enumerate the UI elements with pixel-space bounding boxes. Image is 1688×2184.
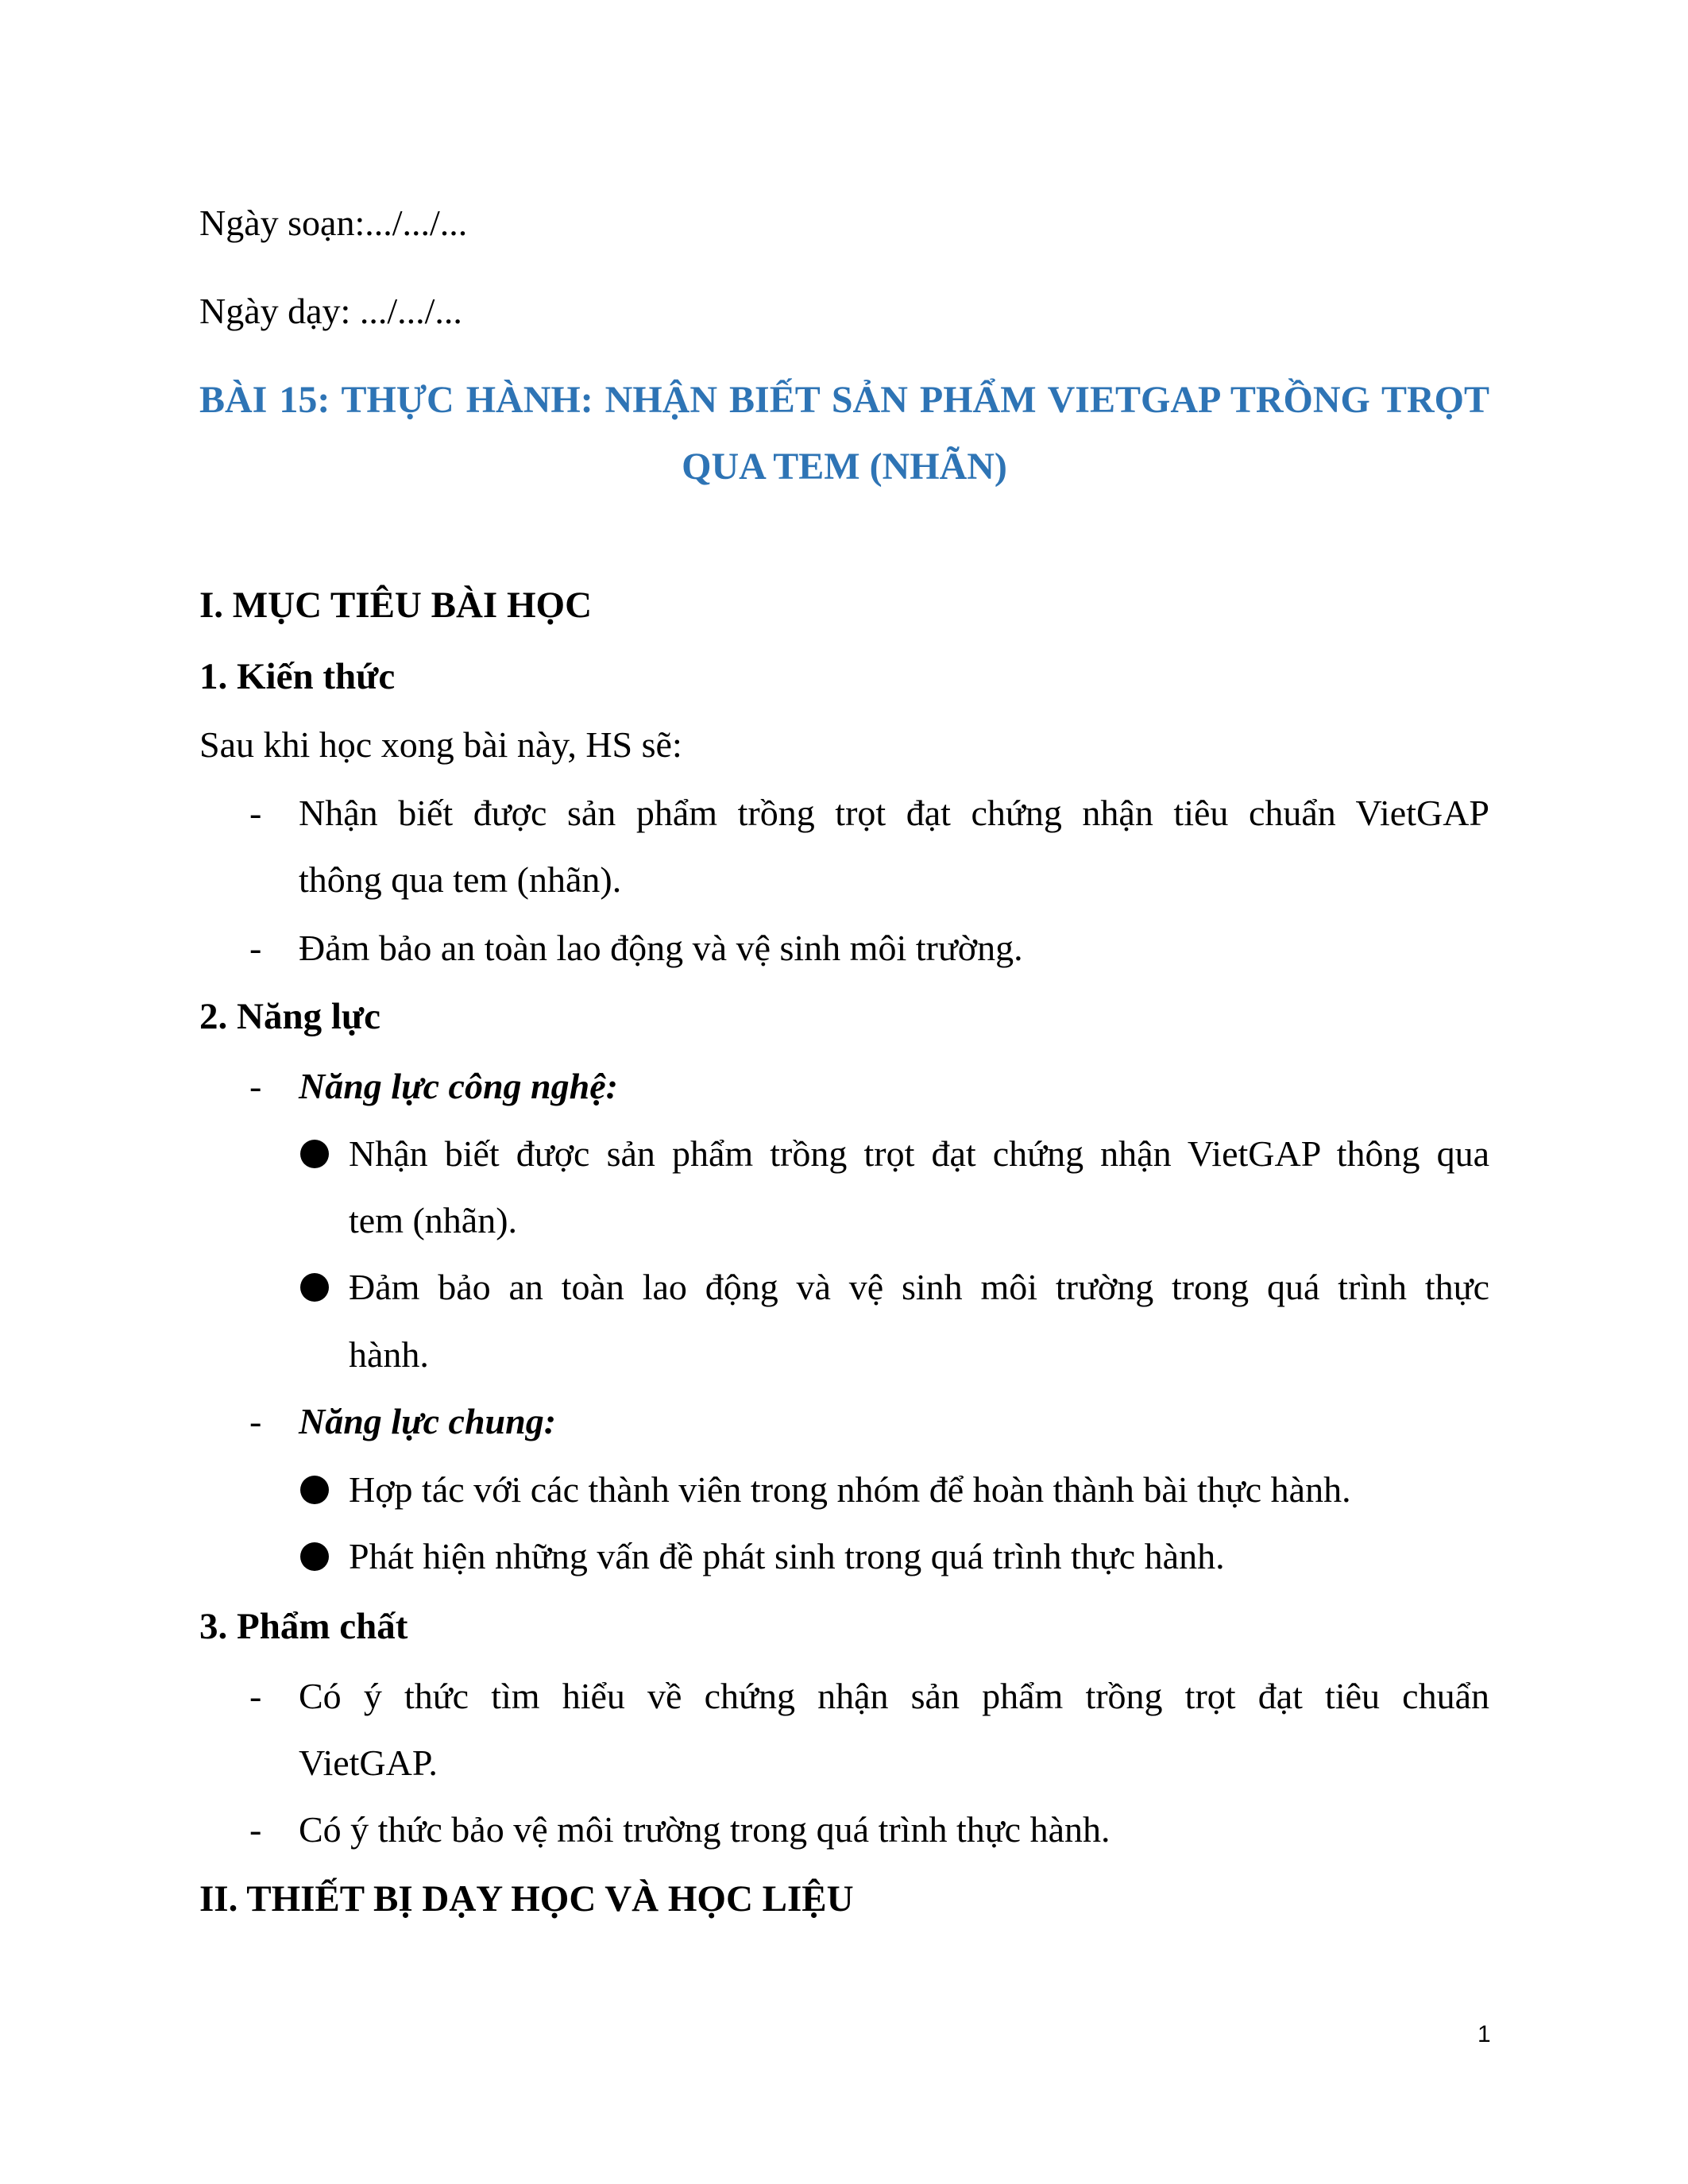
tech-item-1: Nhận biết được sản phẩm trồng trọt đạt chứng nhận VietGAP thông qua bbox=[349, 1133, 1489, 1174]
dash-bullet: - bbox=[249, 1401, 262, 1441]
lesson-title-line2: QUA TEM (NHÃN) bbox=[682, 446, 1007, 488]
knowledge-item-1-cont: thông qua tem (nhãn). bbox=[299, 859, 622, 900]
section-heading-objectives: I. MỤC TIÊU BÀI HỌC bbox=[199, 585, 593, 626]
bullet-icon bbox=[300, 1140, 329, 1168]
knowledge-intro: Sau khi học xong bài này, HS sẽ: bbox=[199, 724, 682, 765]
general-item-1: Hợp tác với các thành viên trong nhóm để hoàn thành bài thực hành. bbox=[349, 1469, 1351, 1510]
qualities-item-2: Có ý thức bảo vệ môi trường trong quá trình thực hành. bbox=[299, 1809, 1111, 1850]
lesson-title-line1: BÀI 15: THỰC HÀNH: NHẬN BIẾT SẢN PHẨM VIETGAP TRỒNG TRỌT bbox=[199, 379, 1489, 421]
qualities-item-1: Có ý thức tìm hiểu về chứng nhận sản phẩm trồng trọt đạt tiêu chuẩn bbox=[299, 1676, 1489, 1716]
bullet-icon bbox=[300, 1542, 329, 1571]
date-prepared: Ngày soạn:.../.../... bbox=[199, 203, 468, 243]
subheading-knowledge: 1. Kiến thức bbox=[199, 656, 396, 697]
knowledge-item-2: Đảm bảo an toàn lao động và vệ sinh môi trường. bbox=[299, 928, 1023, 968]
tech-item-1-cont: tem (nhãn). bbox=[349, 1200, 518, 1241]
tech-item-2-cont: hành. bbox=[349, 1334, 429, 1375]
date-taught: Ngày dạy: .../.../... bbox=[199, 291, 462, 331]
page-number: 1 bbox=[1477, 2021, 1491, 2047]
dash-bullet: - bbox=[249, 1066, 262, 1106]
dash-bullet: - bbox=[249, 1676, 262, 1716]
general-competency-label: Năng lực chung: bbox=[299, 1401, 557, 1441]
knowledge-item-1: Nhận biết được sản phẩm trồng trọt đạt chứng nhận tiêu chuẩn VietGAP bbox=[299, 793, 1489, 833]
dash-bullet: - bbox=[249, 928, 262, 968]
general-item-2: Phát hiện những vấn đề phát sinh trong quá trình thực hành. bbox=[349, 1536, 1225, 1576]
tech-item-2: Đảm bảo an toàn lao động và vệ sinh môi trường trong quá trình thực bbox=[349, 1267, 1489, 1307]
subheading-competency: 2. Năng lực bbox=[199, 996, 380, 1037]
bullet-icon bbox=[300, 1476, 329, 1504]
bullet-icon bbox=[300, 1273, 329, 1302]
subheading-qualities: 3. Phẩm chất bbox=[199, 1606, 408, 1647]
dash-bullet: - bbox=[249, 1809, 262, 1850]
dash-bullet: - bbox=[249, 793, 262, 833]
section-heading-equipment: II. THIẾT BỊ DẠY HỌC VÀ HỌC LIỆU bbox=[199, 1878, 854, 1920]
tech-competency-label: Năng lực công nghệ: bbox=[299, 1066, 618, 1106]
qualities-item-1-cont: VietGAP. bbox=[299, 1742, 438, 1783]
